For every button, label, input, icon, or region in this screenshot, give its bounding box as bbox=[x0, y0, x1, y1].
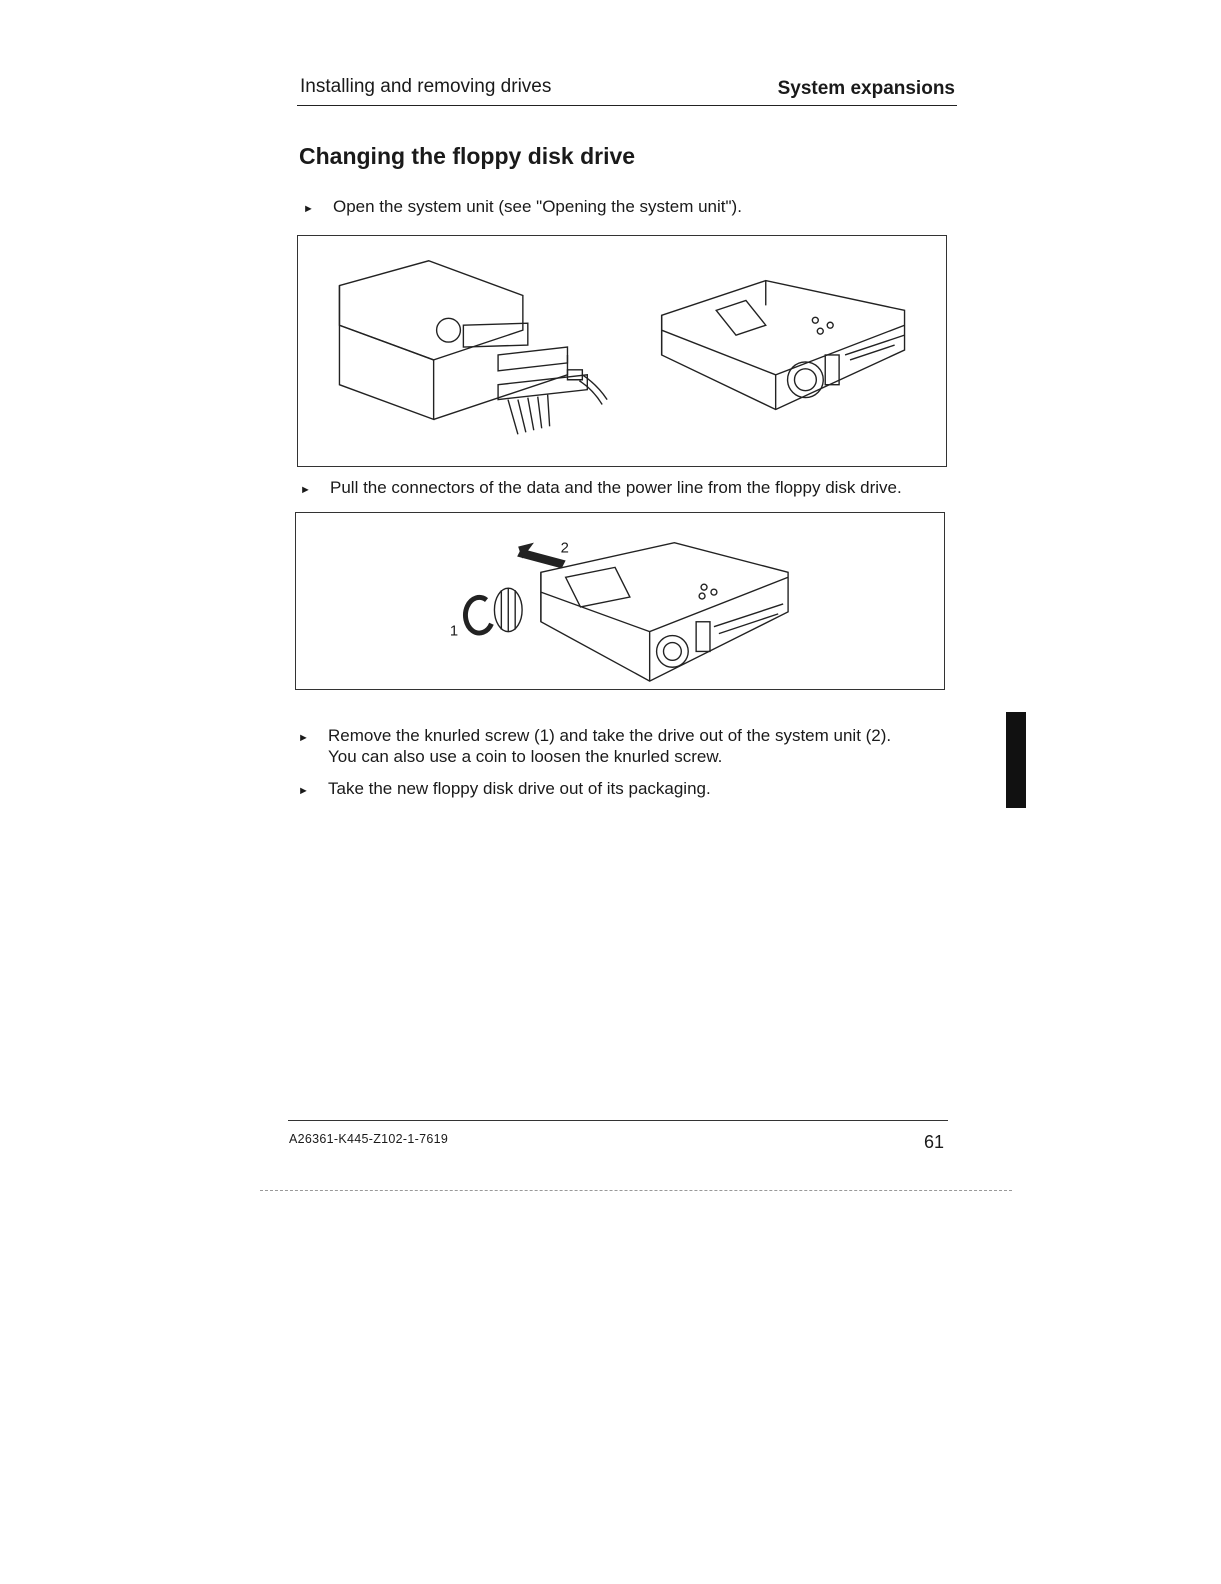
scan-edge-line bbox=[260, 1190, 1012, 1191]
running-header-chapter: System expansions bbox=[777, 78, 955, 99]
callout-2: 2 bbox=[560, 540, 569, 557]
header-rule bbox=[297, 105, 957, 106]
page-number: 61 bbox=[924, 1132, 945, 1152]
step-text: Pull the connectors of the data and the power line from the floppy disk drive. bbox=[330, 478, 902, 497]
step-text: Open the system unit (see "Opening the system unit"). bbox=[333, 197, 742, 216]
remove-drive-illustration bbox=[296, 513, 944, 689]
bullet-arrow-icon: ► bbox=[303, 203, 314, 215]
bullet-arrow-icon: ► bbox=[298, 785, 309, 797]
footer-rule bbox=[288, 1120, 948, 1121]
chapter-thumb-tab bbox=[1006, 712, 1026, 808]
step-text-note: You can also use a coin to loosen the knurled screw. bbox=[328, 747, 723, 766]
document-code: A26361-K445-Z102-1-7619 bbox=[289, 1132, 449, 1146]
running-header-section: Installing and removing drives bbox=[300, 76, 552, 97]
step-pull-connectors bbox=[300, 477, 902, 498]
callout-1: 1 bbox=[449, 623, 459, 640]
bullet-arrow-icon: ► bbox=[300, 484, 311, 496]
figure-disconnect-cables bbox=[297, 235, 947, 467]
step-text: Take the new floppy disk drive out of its packaging. bbox=[328, 779, 711, 798]
bullet-arrow-icon: ► bbox=[298, 732, 309, 744]
step-unpack-drive bbox=[298, 778, 711, 799]
page-title: Changing the floppy disk drive bbox=[299, 143, 636, 169]
step-open-system-unit bbox=[303, 196, 742, 217]
step-remove-screw bbox=[298, 725, 892, 767]
step-text: Remove the knurled screw (1) and take the drive out of the system unit (2). bbox=[328, 726, 892, 745]
drive-and-cables-illustration bbox=[298, 236, 946, 466]
figure-remove-drive bbox=[295, 512, 945, 690]
